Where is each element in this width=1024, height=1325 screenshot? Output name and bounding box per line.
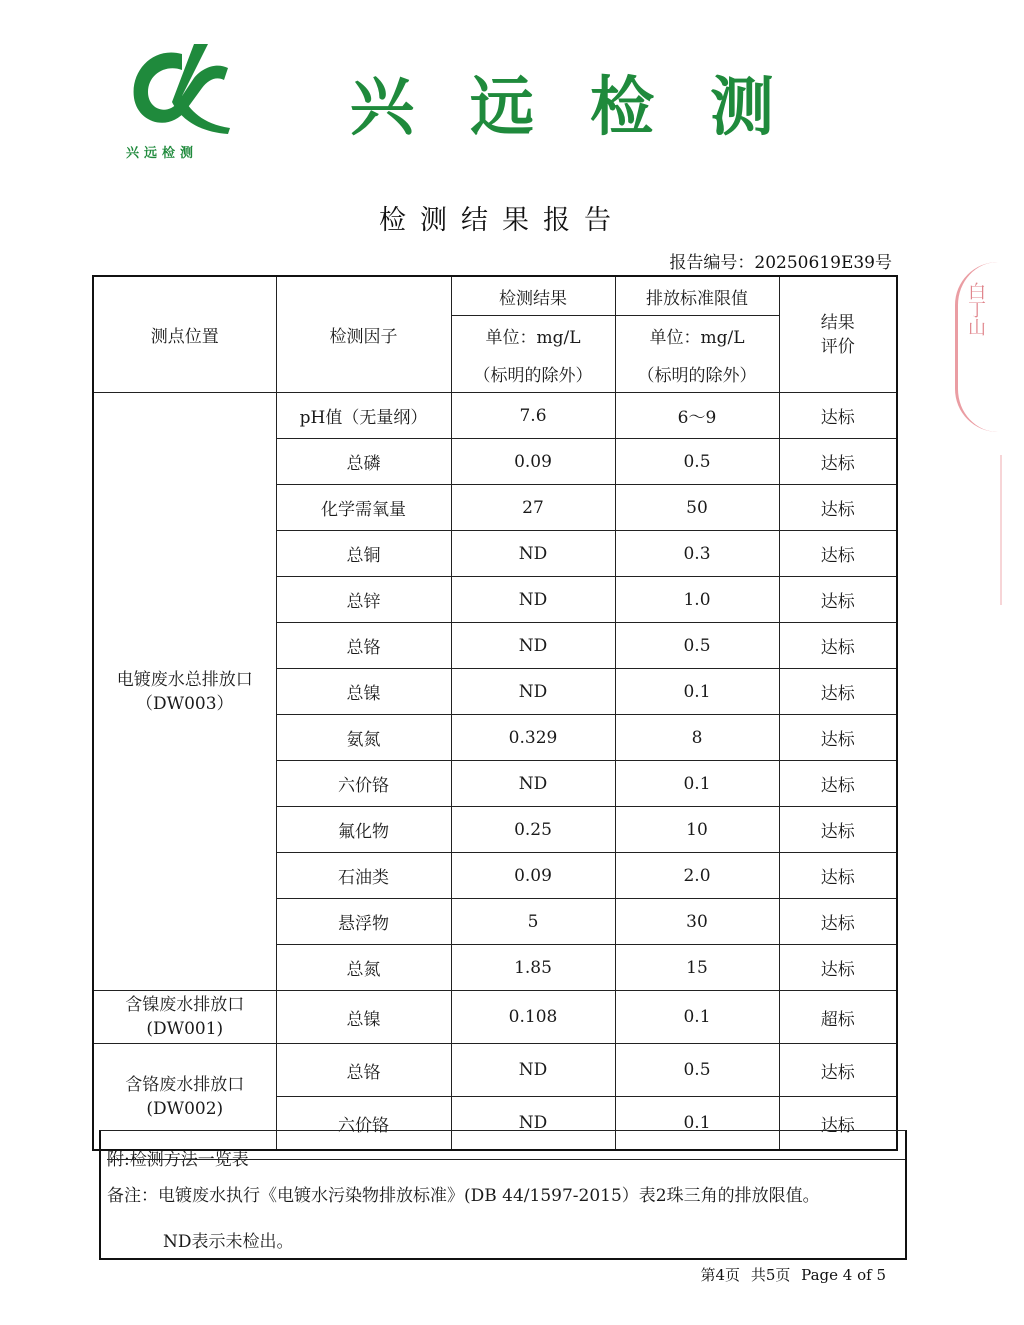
evaluation-cell: 达标 xyxy=(779,439,897,485)
footer-total-cn: 共5页 xyxy=(750,1266,791,1284)
brand-name: 兴远检测 xyxy=(350,70,830,145)
results-table xyxy=(92,275,898,1151)
report-number-label: 报告编号： xyxy=(669,253,755,273)
evaluation-cell: 达标 xyxy=(779,577,897,623)
limit-cell: 0.1 xyxy=(615,1097,779,1151)
result-cell: ND xyxy=(451,669,615,715)
header-location: 测点位置 xyxy=(93,276,276,393)
result-cell: 0.329 xyxy=(451,715,615,761)
limit-cell: 15 xyxy=(615,945,779,991)
results-body xyxy=(93,393,897,1151)
factor-cell: 总氮 xyxy=(276,945,451,991)
limit-unit: 单位：mg/L xyxy=(615,316,779,355)
evaluation-cell: 达标 xyxy=(779,761,897,807)
limit-cell: 30 xyxy=(615,899,779,945)
result-cell: 1.85 xyxy=(451,945,615,991)
location-name: 含铬废水排放口 xyxy=(125,1074,245,1095)
evaluation-cell: 达标 xyxy=(779,715,897,761)
factor-cell: 石油类 xyxy=(276,853,451,899)
result-cell: 7.6 xyxy=(451,393,615,439)
factor-cell: 总铬 xyxy=(276,623,451,669)
seal-text: 白丁山 xyxy=(965,282,986,336)
report-number xyxy=(669,248,892,273)
result-unit-note: （标明的除外） xyxy=(451,354,615,393)
factor-cell: 氨氮 xyxy=(276,715,451,761)
factor-cell: 总镍 xyxy=(276,991,451,1044)
result-cell: ND xyxy=(451,531,615,577)
notes-box xyxy=(99,1130,907,1260)
result-cell: 5 xyxy=(451,899,615,945)
table-row xyxy=(93,991,897,1044)
evaluation-cell: 达标 xyxy=(779,669,897,715)
location-cell xyxy=(93,393,276,991)
evaluation-cell: 达标 xyxy=(779,623,897,669)
result-cell: ND xyxy=(451,1097,615,1151)
limit-cell: 6～9 xyxy=(615,393,779,439)
result-cell: 0.25 xyxy=(451,807,615,853)
report-title: 检测结果报告 xyxy=(379,205,625,236)
header-evaluation-line2: 评价 xyxy=(820,336,855,357)
footer-page-en: Page 4 of 5 xyxy=(801,1266,886,1284)
factor-cell: 总镍 xyxy=(276,669,451,715)
evaluation-cell: 达标 xyxy=(779,899,897,945)
result-cell: 0.09 xyxy=(451,853,615,899)
result-cell: 0.108 xyxy=(451,991,615,1044)
evaluation-cell: 达标 xyxy=(779,853,897,899)
remark-note: 备注：电镀废水执行《电镀水污染物排放标准》(DB 44/1597-2015）表2珠三角的排放限值。 xyxy=(107,1186,820,1206)
limit-cell: 8 xyxy=(615,715,779,761)
location-code: (DW001) xyxy=(146,1019,224,1039)
factor-cell: 六价铬 xyxy=(276,1097,451,1151)
header-result: 检测结果 xyxy=(451,276,615,316)
limit-cell: 0.5 xyxy=(615,623,779,669)
factor-cell: 悬浮物 xyxy=(276,899,451,945)
factor-cell: 总磷 xyxy=(276,439,451,485)
header-evaluation-line1: 结果 xyxy=(820,312,855,333)
location-code: （DW003） xyxy=(135,693,234,714)
factor-cell: 六价铬 xyxy=(276,761,451,807)
limit-cell: 0.1 xyxy=(615,761,779,807)
evaluation-cell: 达标 xyxy=(779,1044,897,1097)
result-cell: ND xyxy=(451,1044,615,1097)
factor-cell: 总铜 xyxy=(276,531,451,577)
evaluation-cell: 达标 xyxy=(779,531,897,577)
result-cell: ND xyxy=(451,577,615,623)
limit-cell: 0.5 xyxy=(615,1044,779,1097)
limit-cell: 0.1 xyxy=(615,991,779,1044)
location-name: 电镀废水总排放口 xyxy=(116,669,253,690)
attachment-note: 附:检测方法一览表 xyxy=(107,1150,249,1170)
result-cell: ND xyxy=(451,761,615,807)
evaluation-cell: 达标 xyxy=(779,807,897,853)
seal-edge-mark xyxy=(1000,455,1002,605)
limit-cell: 0.1 xyxy=(615,669,779,715)
limit-cell: 1.0 xyxy=(615,577,779,623)
evaluation-cell: 达标 xyxy=(779,1097,897,1151)
header-factor: 检测因子 xyxy=(276,276,451,393)
evaluation-cell: 达标 xyxy=(779,485,897,531)
result-unit: 单位：mg/L xyxy=(451,316,615,355)
xingyuan-logo-icon xyxy=(124,40,234,135)
factor-cell: 总锌 xyxy=(276,577,451,623)
header-evaluation xyxy=(779,276,897,393)
report-number-value: 20250619E39号 xyxy=(754,253,892,273)
logo-caption: 兴远检测 xyxy=(126,146,199,161)
footer-page-cn: 第4页 xyxy=(700,1266,741,1284)
factor-cell: 化学需氧量 xyxy=(276,485,451,531)
table-row xyxy=(93,393,897,439)
limit-cell: 2.0 xyxy=(615,853,779,899)
evaluation-cell: 超标 xyxy=(779,991,897,1044)
location-code: (DW002) xyxy=(146,1098,224,1119)
factor-cell: 氟化物 xyxy=(276,807,451,853)
header-limit: 排放标准限值 xyxy=(615,276,779,316)
result-cell: ND xyxy=(451,623,615,669)
factor-cell: 总铬 xyxy=(276,1044,451,1097)
table-row xyxy=(93,1044,897,1097)
nd-note: ND表示未检出。 xyxy=(163,1232,294,1252)
evaluation-cell: 达标 xyxy=(779,945,897,991)
page-footer xyxy=(695,1264,886,1285)
location-cell xyxy=(93,991,276,1044)
limit-cell: 10 xyxy=(615,807,779,853)
result-cell: 27 xyxy=(451,485,615,531)
limit-cell: 0.5 xyxy=(615,439,779,485)
limit-unit-note: （标明的除外） xyxy=(615,354,779,393)
location-name: 含镍废水排放口 xyxy=(125,995,245,1015)
notes-divider xyxy=(107,1159,905,1160)
evaluation-cell: 达标 xyxy=(779,393,897,439)
limit-cell: 50 xyxy=(615,485,779,531)
limit-cell: 0.3 xyxy=(615,531,779,577)
factor-cell: pH值（无量纲） xyxy=(276,393,451,439)
result-cell: 0.09 xyxy=(451,439,615,485)
